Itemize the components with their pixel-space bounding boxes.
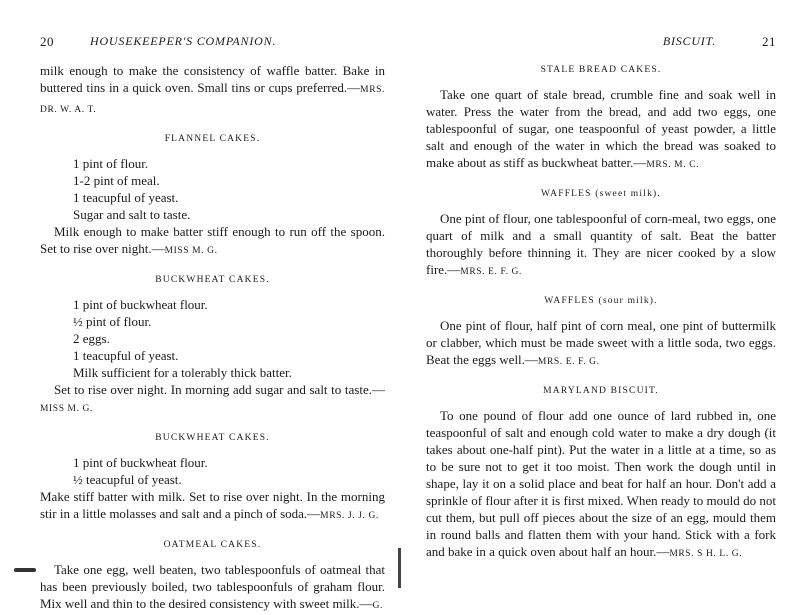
intro-signature: MRS. DR. W. A. T. (40, 85, 385, 115)
buckwheat2-signature: MRS. J. J. G. (320, 511, 379, 521)
maryland-signature: MRS. S H. L. G. (669, 549, 743, 559)
waffles-sour-heading: WAFFLES (sour milk). (544, 296, 658, 306)
oatmeal-body-text: Take one egg, well beaten, two tablespoonfuls of oatmeal that has been previously boiled, two tablespoonfuls of graham flour. Mix well and thin to the desired consistency with sweet milk.— (40, 562, 385, 611)
waffles-sweet-signature: MRS. E. F. G. (460, 267, 522, 277)
scan-smudge (14, 568, 36, 572)
waffles-sour-text: One pint of flour, half pint of corn meal, one pint of buttermilk or clabber, which must be made sweet with a little soda, two eggs. Beat the eggs well.— (426, 318, 776, 367)
left-page-number: 20 (40, 34, 54, 49)
stale-bread-cakes-heading: STALE BREAD CAKES. (540, 65, 662, 75)
maryland-biscuit-body (426, 407, 776, 563)
buckwheat-cakes-body-1 (40, 381, 385, 418)
intro-paragraph (40, 62, 385, 119)
right-page-number: 21 (762, 34, 776, 49)
intro-text: milk enough to make the consistency of waffle batter. Bake in buttered tins in a quick oven. Small tins or cups preferred.— (40, 63, 385, 95)
stale-body-text: Take one quart of stale bread, crumble fine and soak well in water. Press the water from the bread, and add two eggs, one tablespoonful of sugar, one teaspoonful of yeast powder, a little salt and enough of the water in which the bread was soaked to make about as stiff as buckwheat batter.— (426, 87, 776, 170)
ingredient-item: Sugar and salt to taste. (73, 207, 191, 222)
right-page-header (426, 34, 776, 52)
flannel-cakes-body (40, 223, 385, 260)
book-gutter-mark (398, 548, 401, 588)
maryland-biscuit-heading: MARYLAND BISCUIT. (543, 386, 659, 396)
ingredient-item: 1 teacupful of yeast. (73, 348, 179, 363)
left-page (0, 0, 400, 611)
buckwheat1-body-text: Set to rise over night. In morning add sugar and salt to taste.— (54, 382, 385, 397)
buckwheat2-body-text: Make stiff batter with milk. Set to rise over night. In the morning stir in a little molasses and salt and a pinch of soda.— (40, 489, 385, 521)
buckwheat-cakes-heading-1: BUCKWHEAT CAKES. (155, 275, 270, 285)
left-page-text (40, 62, 385, 615)
waffles-sour-body (426, 317, 776, 371)
flannel-signature: MISS M. G. (164, 246, 218, 256)
right-page-text (426, 62, 776, 563)
waffles-sour-signature: MRS. E. F. G. (537, 357, 600, 367)
maryland-body-text: To one pound of flour add one ounce of lard rubbed in, one teaspoonful of salt and enough cold water to make a dry dough (it takes about one-half pint). Put the water in a little at a time, so as to be sure not to get it too moist. Then work the dough until in shape, lay it on a solid place and beat for half an hour. Don't add a sprinkle of flour after it is first mixed. When ready to mould do not cut them, but pull off pieces about the size of an egg, mould them in round balls and flatten them with your hand. Stick with a fork and bake in a quick oven about half an hour.— (426, 408, 776, 559)
oatmeal-cakes-body (40, 561, 385, 615)
ingredient-item: 1 pint of buckwheat flour. (73, 455, 208, 470)
oatmeal-cakes-heading: OATMEAL CAKES. (163, 540, 262, 550)
ingredient-item: ½ teacupful of yeast. (73, 472, 182, 487)
flannel-body-text: Milk enough to make batter stiff enough to run off the spoon. Set to rise over night.— (40, 224, 385, 256)
right-page (400, 0, 800, 593)
ingredient-item: 2 eggs. (73, 331, 110, 346)
buckwheat-cakes-body-2 (40, 488, 385, 525)
waffles-sweet-heading: WAFFLES (sweet milk). (541, 189, 661, 199)
ingredient-item: Milk sufficient for a tolerably thick batter. (73, 365, 292, 380)
stale-bread-cakes-body (426, 86, 776, 174)
left-page-header (40, 34, 380, 52)
waffles-sweet-body (426, 210, 776, 281)
ingredient-item: ½ pint of flour. (73, 314, 152, 329)
stale-signature: MRS. M. C. (646, 160, 700, 170)
oatmeal-signature: G. (372, 601, 383, 611)
buckwheat1-signature: MISS M. G. (40, 404, 93, 414)
ingredient-item: 1-2 pint of meal. (73, 173, 160, 188)
waffles-sweet-text: One pint of flour, one tablespoonful of corn-meal, two eggs, one quart of milk and a small quantity of salt. Beat the batter thoroughly before thinning it. They are nicer cooked by a slow fire.— (426, 211, 776, 277)
left-running-title: HOUSEKEEPER'S COMPANION. (90, 34, 277, 48)
ingredient-item: 1 pint of flour. (73, 156, 149, 171)
flannel-cakes-heading: FLANNEL CAKES. (164, 134, 261, 144)
buckwheat-cakes-heading-2: BUCKWHEAT CAKES. (155, 433, 270, 443)
ingredient-item: 1 teacupful of yeast. (73, 190, 179, 205)
ingredient-item: 1 pint of buckwheat flour. (73, 297, 208, 312)
right-running-title: BISCUIT. (662, 34, 716, 48)
